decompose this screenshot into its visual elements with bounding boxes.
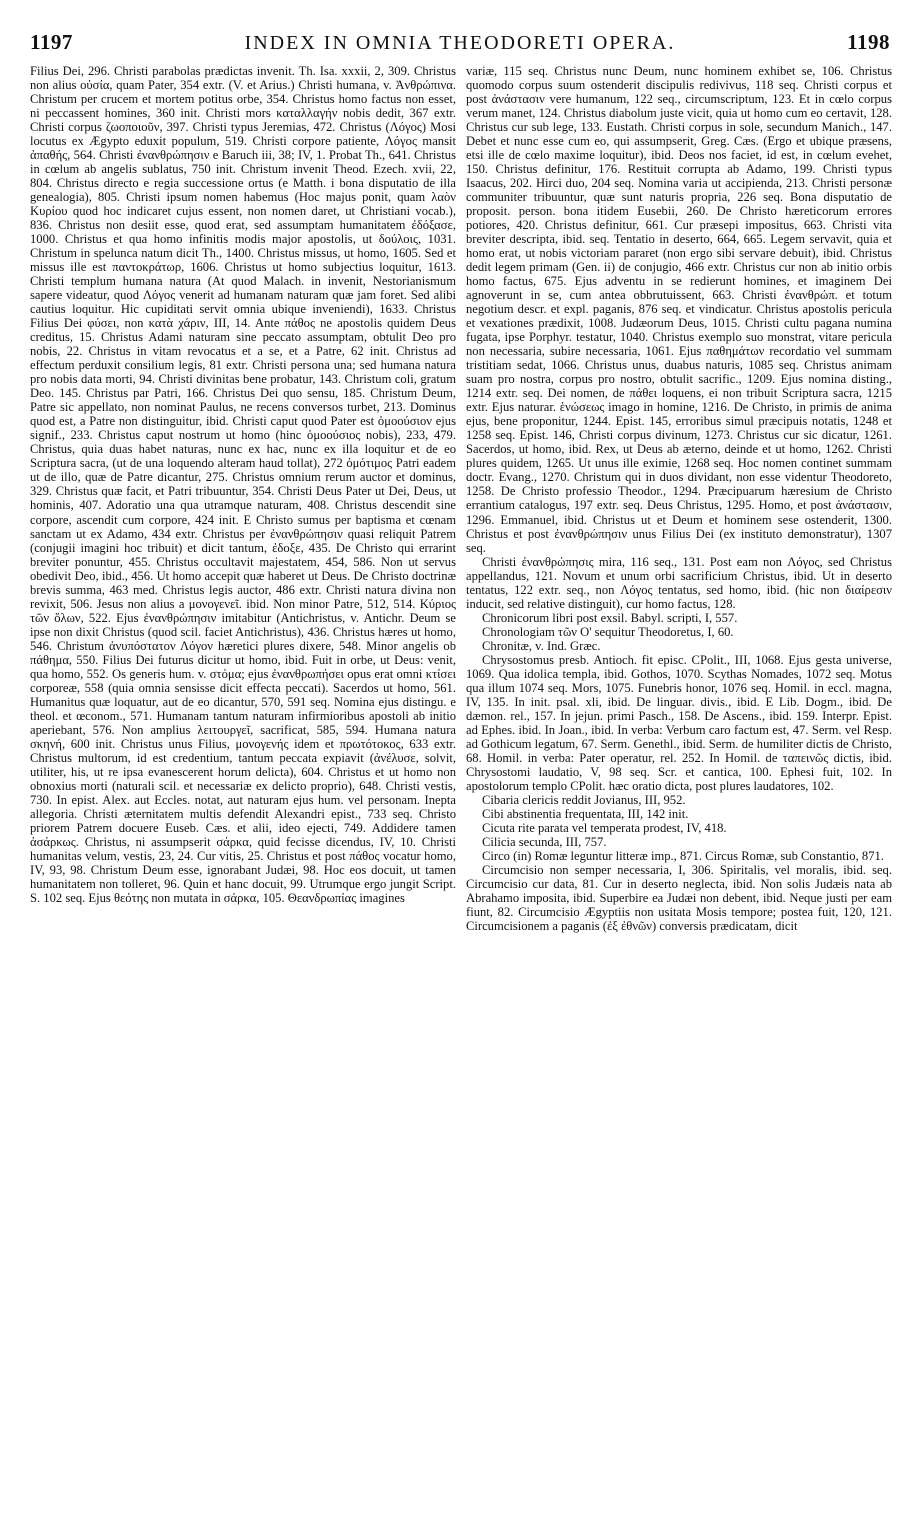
index-entry: Cibaria clericis reddit Jovianus, III, 952.: [482, 792, 686, 807]
index-entry: Chrysostomus presb. Antioch. fit episc. CPolit., III, 1068. Ejus gesta universe, 1069. Qua idolica templa, ibid. Gothos, 1070. Scythas Nomades, 1072 seq. Motus qua illum 1074 seq. Mors, 1075. Funebris honor, 1076 seq. Homil. in eccl. magna, IV, 135. In init. psal. xli, ibid. De linguar. divis., ibid. E Lib. Dogm., ibid. De dæmon. rel., 157. In jejun. primi Pasch., 158. De Ascens., ibid. 159. Interpr. Epist. ad Ephes. ibid. In Joan., ibid. In verba: Verbum caro factum est, 47. Serm. vel Resp. ad Gothicum legatum, 67. Serm. Genethl., ibid. Serm. de humiliter dictis de Christo, 68. Homil. in verba: Pater operatur, rel. 252. In Homil. de ταπεινῶς dictis, ibid. Chrysostomi laudatio, V, 98 seq. Scr. et cantica, 100. Ephesi fuit, 102. In apostolorum templo CPolit. hæc oratio dicta, post plures laudatores, 102.: [466, 652, 892, 793]
index-entry: Cibi abstinentia frequentata, III, 142 init.: [482, 806, 689, 821]
index-entry-text: variæ, 115 seq. Christus nunc Deum, nunc hominem exhibet se, 106. Christus quomodo corpus suum ostenderit discipulis redivivus, 118 seq. Christi corpus et post ἀνάστασιν vere humanum, 122 seq., circumscriptum, 123. Et in cœlo corpus verum manet, 124. Christus diabolum juste vicit, quia ut homo cum eo certavit, 128. Christus cur sub lege, 133. Eustath. Christi corpus in sole, secundum Manich., 147. Debet et nunc esse cum eo, qui assumpserit, Greg. Cæs. (Ergo et ubique præsens, etsi ille de cœlo maxime loquitur), ibid. Deos nos faciet, id est, in cœlum evehet, 150. Christus definitur, 176. Restituit corrupta ab Adamo, 199. Christi typus Isaacus, 202. Hirci duo, 204 seq. Nomina varia ut accipienda, 213. Christi personæ communiter tribuuntur, quæ sunt naturis propria, 226 seq. Bona disputatio de proposit. person. bona itidem Eusebii, 260. De Christo hæreticorum errores potiores, 420. Christus definitur, 661. Cur præsepi impositus, 663. Christi vita breviter descripta, ibid. seq. Tentatio in deserto, 664, 665. Legem servavit, quia et homo erat, ut nobis victoriam pararet (non ergo sibi servare debuit), ibid. Christus dedit legem primam (Gen. ii) de conjugio, 466 extr. Christus cur non ab initio orbis homo factus, 675. Ejus adventu in se redierunt homines, et imaginem Dei agnoverunt in se, cum antea obbrutuissent, 663. Christi ἐνανθρώπ. et totum negotium descr. et expl. paganis, 876 seq. et vindicatur. Christus apostolis pericula et vexationes prædixit, 1008. Judæorum Deus, 1015. Christi cultu pagana numina fugata, ipse Porphyr. testatur, 1040. Christus exemplo suo monstrat, vitare pericula non necessaria, subire necessaria, 1061. Ejus παθημάτων recordatio vel summam tristitiam sedat, 1066. Christus unus, duabus naturis, 1085 seq. Christus animam suam pro nostra, corpus pro nostro, obtulit sacrific., 1209. Ejus nomina disting., 1214 extr. seq. Dei nomen, de πάθει loquens, ei non tribuit Scriptura sacra, 1215 extr. Ejus naturar. ἑνώσεως imago in homine, 1216. De Christo, in primis de anima ejus, bene proponitur, 1244. Epist. 145, erroribus simul præcipuis notatis, 1248 et 1258 seq. Epist. 146, Christi corpus divinum, 1273. Christus cur sic dicatur, 1261. Sacerdos, ut homo, ibid. Rex, ut Deus ab æterno, deinde et ut homo, 1262. Christi plures quidem, 1265. Ut unus ille eximie, 1268 seq. Hoc nomen continet summam doctr. Evang., 1270. Christum qui in duos dividant, non esse videntur Theodoreto, 1258. De Christo professio Theodor., 1294. Præcipuarum hæresium de Christo errantium catalogus, 197 extr. seq. Deus Christus, 1295. Homo, et post ἀνάστασιν, 1296. Emmanuel, ibid. Christus ut et Deum et hominem sese ostenderit, 1300. Christus et post ἐνανθρώπησιν unus Filius Dei (ex instituto demonstratur), 1307 seq.: [466, 64, 892, 555]
page-header: [30, 30, 890, 56]
index-entry: Chronitæ, v. Ind. Græc.: [482, 638, 601, 653]
index-entry: Cicuta rite parata vel temperata prodest, IV, 418.: [482, 820, 727, 835]
page-number-right: 1198: [847, 30, 890, 54]
index-entry: Chronicorum libri post exsil. Babyl. scripti, I, 557.: [482, 610, 738, 625]
page-number-left: 1197: [30, 30, 73, 54]
left-column: [30, 64, 456, 1526]
index-entry-text: Filius Dei, 296. Christi parabolas prædictas invenit. Th. Isa. xxxii, 2, 309. Christus non alius οὐσία, quam Pater, 354 extr. (V. et Arius.) Christi humana, v. Ἀνθρώπινα. Christum per crucem et mortem potitus orbe, 354. Christus homo factus non esset, ni peccassent homines, 360 init. Christi mors καταλλαγήν nobis dedit, 367 extr. Christi corpus ζωοποιοῦν, 397. Christi typus Jeremias, 472. Christus (Λόγος) Mosi locutus ex Ægypto eduxit populum, 519. Christi corpore patiente, Λόγος mansit ἀπαθής, 564. Christi ἐνανθρώπησιν e Baruch iii, 38; IV, 1. Probat Th., 641. Christus in cœlum ab angelis sublatus, 750 init. Christum invenit Theod. Ezech. xvii, 22, 804. Christus directo e regia successione ortus (e Matth. i bona disputatio de illa genealogia), 805. Christi ipsum nomen habemus (Hoc majus ponit, quam λαὸν Κυρίου quod hoc indicaret cujus essent, non nomen daret, ut Christiani vocab.), 836. Christus non desiit esse, quod erat, sed assumptam humanitatem ἐδόξασε, 1000. Christus et qua homo infinitis modis major apostolis, ut δούλοις, 1031. Christum in spelunca natum dicit Th., 1400. Christus missus, ut homo, 1605. Sed et missus ille est παντοκράτωρ, 1606. Christus ut homo subjectius loquitur, 1613. Christi templum humana natura (At quod Malach. in invenit, Nestorianismum sapere videatur, quod Λόγος venerit ad humanam naturam quæ jam foret. Sed alibi cautius loquitur. Hic cupiditati servit omnia ubique inveniendi), 1633. Christus Filius Dei φύσει, non κατὰ χάριν, III, 14. Ante πάθος ne apostolis quidem Deus creditus, 15. Christus Adami naturam sine peccato assumptam, obtulit Deo pro nobis, 22. Christus in vitam revocatus et a se, et a Patre, 62 init. Christus ad effectum perduxit consilium legis, 81 extr. Christi persona una; sed humana natura pro nobis data morti, 94. Christi divinitas bene probatur, 143. Christum coli, gratum Deo. 145. Christus par Patri, 166. Christus Dei quo sensu, 185. Christum Deum, Patre sic appellato, non nominat Paulus, ne recens conversos turbet, 213. Dominus quod est, a Patre non distinguitur, ibid. Christi caput quod Pater est ὁμοούσιον ejus signif., 233. Christus caput nostrum ut homo (hinc ὁμοούσιος nobis), 233, 479. Christus, quia duas habet naturas, nunc ex hac, nunc ex illa loquitur et de eo Scriptura sacra, (ut de una loquendo alteram haud tollat), 272 ὁμότιμος Patri eadem ut de illo, quæ de Patre dicantur, 275. Christus omnium rerum auctor et dominus, 329. Christus quæ facit, et Patri tribuuntur, 354. Christi Deus Pater ut Dei, Deus, ut hominis, 407. Adoratio una qua utramque naturam, 408. Christus descendit sine corpore, ascendit cum corpore, 424 init. E Christo sumus per baptisma et cœnam sanctam ut ex Adamo, 434 extr. Christus per ἐνανθρώπησιν quasi reliquit Patrem (conjugii imagini hoc tribuit) et dicit tantum, ἐδοξε, 435. De Christo qui errarint breviter ponuntur, 455. Christus occultavit majestatem, 454, 586. Non ut servus obedivit Deo, ibid., 456. Ut homo accepit quæ haberet ut Deus. De Christo doctrinæ brevis summa, 463 med. Christus legis auctor, 486 extr. Christi natura divina non revixit, 506. Jesus non alius a μονογενεῖ. ibid. Non minor Patre, 512, 514. Κύριος τῶν ὅλων, 522. Ejus ἐνανθρώπησιν imitabitur (Antichristus, v. Antichr. Deum se ipse non dixit Christus (quod scil. faciet Antichristus), 436. Christus hæres ut homo, 546. Christum ἀνυπόστατον Λόγον hæretici plures dixere, 548. Minor angelis ob πάθημα, 550. Filius Dei futurus dicitur ut homo, ibid. Fuit in orbe, ut Deus: venit, qua homo, 552. Os generis hum. v. στόμα; ejus ἐνανθρωπήσει opus erat omni κτίσει corporeæ, 558 (quia omnia sensisse dicit effecta peccati). Sacerdos ut homo, 561. Humanitus quæ loquatur, aut de eo dicantur, 570, 591 seq. Nomina ejus distingu. e theol. et œconom., 571. Humanam tantum naturam infirmioribus apostoli ab initio aperiebant, 576. Non amplius λειτουργεῖ, sacrificat, 585, 594. Humana natura σκηνή, 600 init. Christus unus Filius, μονογενής idem et πρωτότοκος, 633 extr. Christus multorum, id est credentium, tantum peccata expiavit (ἀνέλυσε, solvit, utiliter, his, ut re ipsa evanescerent horum delicta), 604. Christus et ut homo non obnoxius morti (naturali scil. et necessariæ ex delicto proprio), 648. Christi vestis, 730. In epist. Alex. aut Eccles. notat, aut naturam ejus hum. vel personam. Inepta allegoria. Christi æternitatem multis defendit Alexandri epist., 733 seq. Christo priorem Patrem docuere Euseb. Cæs. et alii, ideo ejecti, 749. Addidere tamen ἀσάρκως. Christus, ni assumpserit σάρκα, quid fecisse dicendus, IV, 10. Christi humanitas velum, vestis, 23, 24. Cur vitis, 25. Christus et post πάθος vocatur homo, IV, 93, 98. Christum Deum esse, ignorabant Judæi, 98. Hoc eos docuit, ut tamen humanitatem non tolleret, 96. Quin et hanc docuit, 99. Utrumque ergo jungit Script. S. 102 seq. Ejus θεότης non mutata in σάρκα, 105. Θεανδρωπίας imagines: [30, 64, 456, 905]
index-entry: Chronologiam τῶν Ο' sequitur Theodoretus, I, 60.: [482, 624, 734, 639]
index-entry: Circumcisio non semper necessaria, I, 306. Spiritalis, vel moralis, ibid. seq. Circumcisio cur data, 81. Cur in deserto neglecta, ibid. Non solis Judæis nata ab Abrahamo imposita, ibid. Superbire ea Judæi non debent, ibid. Neque justi per eam fiunt, 82. Circumcisio Ægyptiis non usitata Mosis tempore; postea fuit, 120, 121. Circumcisionem a paganis (ἐξ ἐθνῶν) conversis prædicatam, dicit: [466, 862, 892, 933]
running-title: INDEX IN OMNIA THEODORETI OPERA.: [244, 32, 676, 54]
index-entry: Christi ἐνανθρώπησις mira, 116 seq., 131. Post eam non Λόγος, sed Christus appellandus, 121. Novum et unum orbi sacrificium Christus, ibid. Ut in deserto tentatus, 122 extr. seq., non Λόγος tentatus, sed homo, ibid. (hic non διαίρεσιν inducit, sed relative distinguit), cur homo factus, 128.: [466, 554, 892, 611]
index-entry: Cilicia secunda, III, 757.: [482, 834, 607, 849]
right-column: [466, 64, 892, 1526]
index-entry: Circo (in) Romæ leguntur litteræ imp., 871. Circus Romæ, sub Constantio, 871.: [482, 848, 884, 863]
